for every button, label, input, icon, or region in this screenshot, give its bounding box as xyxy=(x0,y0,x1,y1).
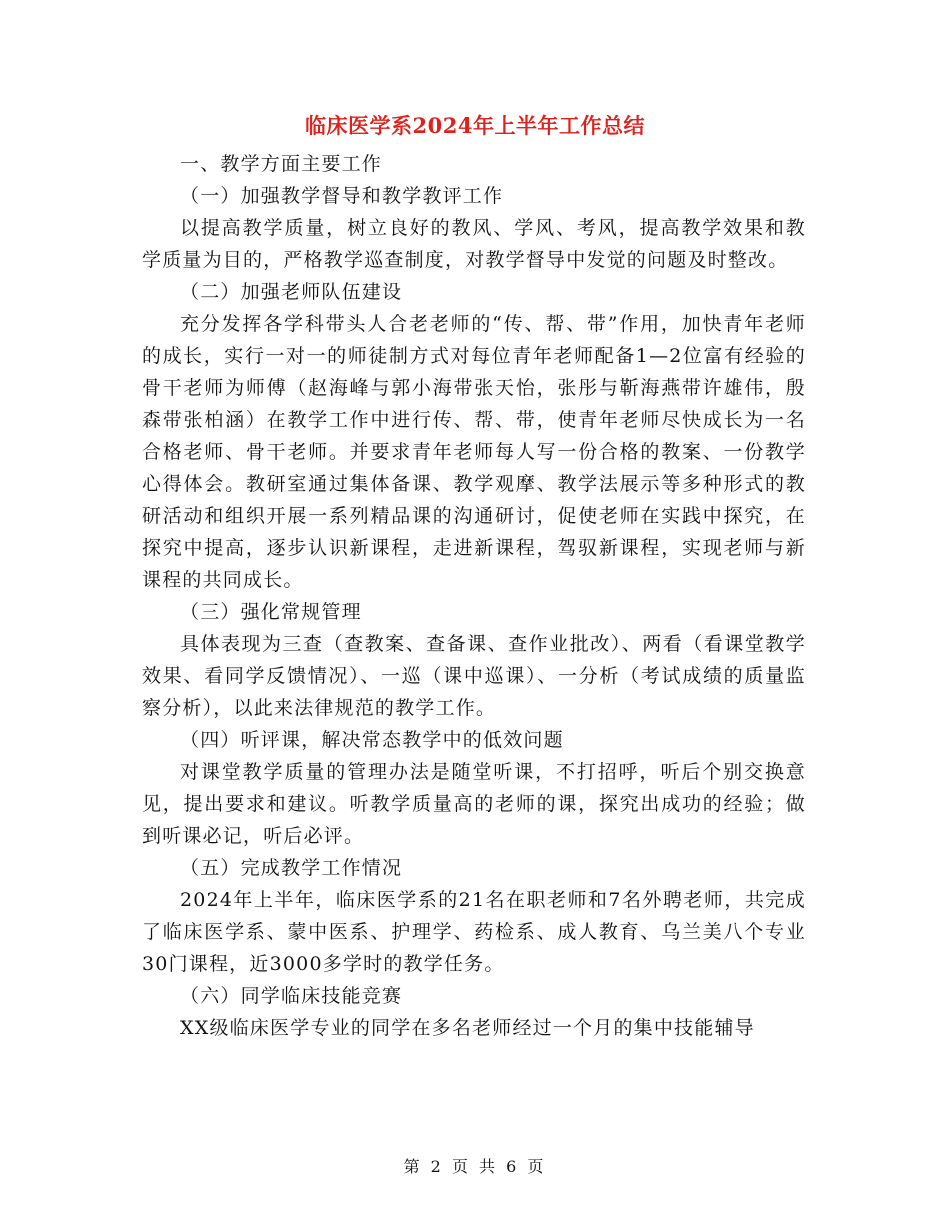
subsection-heading: （二）加强老师队伍建设 xyxy=(180,281,403,303)
subsection-heading: （三）强化常规管理 xyxy=(180,601,362,623)
section-heading: 一、教学方面主要工作 xyxy=(180,153,383,175)
body-paragraph: 充分发挥各学科带头人合老老师的“传、帮、带”作用，加快青年老师的成长，实行一对一的师徒制方式对每位青年老师配备1—2位富有经验的骨干老师为师傅（赵海峰与郭小海带张天怡，张彤与靳海燕带许雄伟，殷森带张柏涵）在教学工作中进行传、帮、带，使青年老师尽快成长为一名合格老师、骨干老师。并要求青年老师每人写一份合格的教案、一份教学心得体会。教研室通过集体备课、教学观摩、教学法展示等多种形式的教研活动和组织开展一系列精品课的沟通研讨，促使老师在实践中探究，在探究中提高，逐步认识新课程，走进新课程，驾驭新课程，实现老师与新课程的共同成长。 xyxy=(142,313,806,591)
body-paragraph: 以提高教学质量，树立良好的教风、学风、考风，提高教学效果和教学质量为目的，严格教学巡查制度，对教学督导中发觉的问题及时整改。 xyxy=(142,217,806,271)
subsection-heading: （一）加强教学督导和教学教评工作 xyxy=(180,185,504,207)
body-paragraph: 具体表现为三查（查教案、查备课、查作业批改）、两看（看课堂教学效果、看同学反馈情况）、一巡（课中巡课）、一分析（考试成绩的质量监察分析），以此来法律规范的教学工作。 xyxy=(142,633,806,719)
subsection-heading: （五）完成教学工作情况 xyxy=(180,857,403,879)
body-paragraph: XX级临床医学专业的同学在多名老师经过一个月的集中技能辅导 xyxy=(180,1017,755,1039)
subsection-heading: （四）听评课，解决常态教学中的低效问题 xyxy=(180,729,564,751)
document-body xyxy=(142,148,806,1044)
body-paragraph: 2024年上半年，临床医学系的21名在职老师和7名外聘老师，共完成了临床医学系、蒙中医系、护理学、药检系、成人教育、乌兰美八个专业30门课程，近3000多学时的教学任务。 xyxy=(142,889,806,975)
body-paragraph: 对课堂教学质量的管理办法是随堂听课，不打招呼，听后个别交换意见，提出要求和建议。听教学质量高的老师的课，探究出成功的经验；做到听课必记，听后必评。 xyxy=(142,761,806,847)
page-footer: 第 2 页 共 6 页 xyxy=(403,1157,547,1176)
document-title: 临床医学系2024年上半年工作总结 xyxy=(305,113,645,138)
subsection-heading: （六）同学临床技能竞赛 xyxy=(180,985,403,1007)
